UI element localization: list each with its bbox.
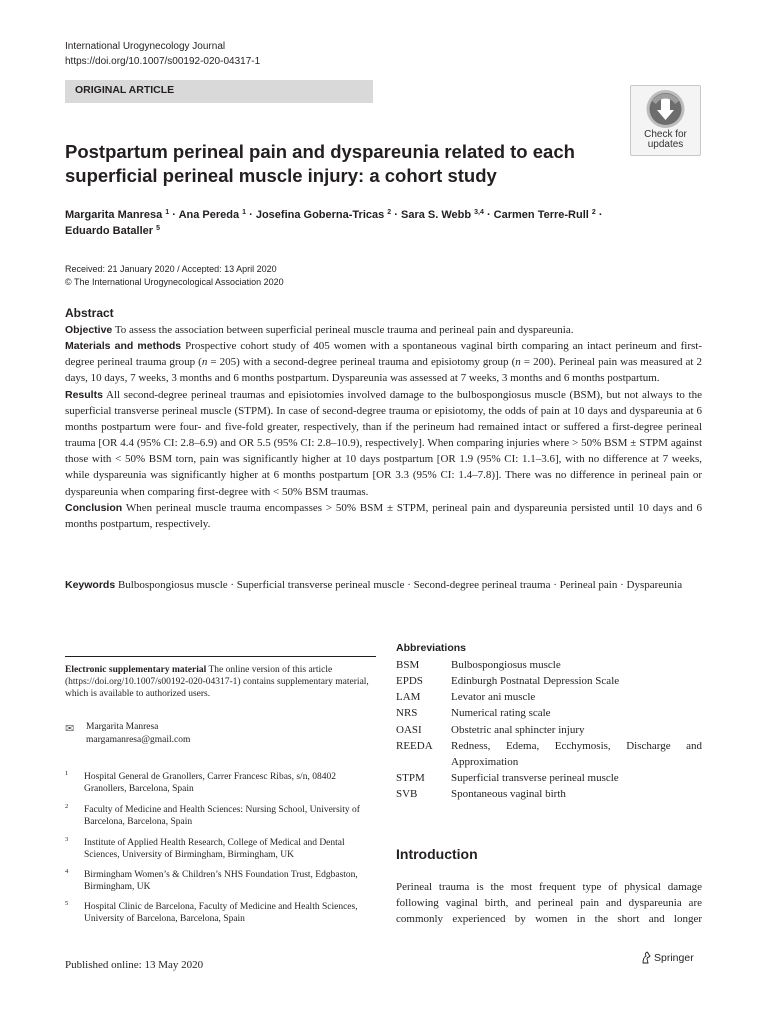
author-name[interactable]: Ana Pereda	[178, 209, 240, 221]
check-for-updates-badge[interactable]	[630, 85, 701, 156]
keywords-label: Keywords	[65, 579, 116, 591]
esm-text-a: The online version of this article (	[65, 665, 333, 688]
check-updates-line1: Check for	[644, 129, 687, 140]
abbreviation-row	[396, 738, 702, 770]
author-name[interactable]: Margarita Manresa	[65, 209, 163, 221]
abbreviation-value: Obstetric anal sphincter injury	[451, 723, 585, 736]
esm-text-b: ) contains supplementary material, which is available to authorized users.	[65, 677, 369, 700]
abbreviation-value: Spontaneous vaginal birth	[451, 788, 566, 801]
abbreviation-value: Superficial transverse perineal muscle	[451, 772, 619, 785]
article-doi[interactable]: https://doi.org/10.1007/s00192-020-04317-1	[65, 56, 261, 67]
publisher-name: Springer	[654, 951, 694, 964]
abbreviations-list	[396, 657, 702, 802]
springer-horse-icon	[641, 951, 651, 964]
author-name[interactable]: Josefina Goberna-Tricas	[255, 209, 385, 221]
corresponding-author-name: Margarita Manresa	[86, 722, 159, 732]
affiliation-number: 3	[65, 836, 69, 843]
introduction-text: Perineal trauma is the most frequent type of physical damage following vaginal birth, and perineal pain and dyspareunia are commonly experienced by women in the short and longer	[396, 881, 702, 926]
results-label: Results	[65, 388, 103, 401]
author-affiliation-ref: 5	[156, 225, 160, 232]
affiliation-number: 5	[65, 900, 69, 907]
abbreviation-key: REEDA	[396, 739, 433, 752]
article-type-bar	[65, 80, 373, 103]
abstract-heading: Abstract	[65, 306, 114, 320]
abbreviation-key: NRS	[396, 707, 418, 720]
abstract-results	[65, 387, 702, 500]
affiliation-number: 2	[65, 803, 69, 810]
methods-n1: n	[201, 356, 208, 369]
affiliation-text: Faculty of Medicine and Health Sciences: Nursing School, University of Barcelona, Barcelona, Spain	[84, 805, 360, 828]
abstract-methods	[65, 338, 702, 386]
abstract-conclusion	[65, 500, 702, 532]
author-separator: ·	[246, 209, 256, 221]
author-affiliation-ref: 1	[242, 209, 247, 216]
keywords	[65, 577, 702, 593]
abbreviations-heading: Abbreviations	[396, 642, 467, 654]
esm-label: Electronic supplementary material	[65, 665, 207, 675]
check-updates-icon	[631, 86, 700, 130]
objective-text: To assess the association between superficial perineal muscle trauma and perineal pain and dyspareunia.	[114, 324, 574, 336]
abbreviation-key: BSM	[396, 659, 420, 671]
methods-n2: n	[515, 356, 521, 369]
author-name[interactable]: Carmen Terre-Rull	[493, 209, 589, 221]
author-separator: ·	[169, 209, 179, 221]
author-affiliation-ref: 1	[165, 209, 170, 216]
results-text: All second-degree perineal traumas and episiotomies involved damage to the bulbospongiosus muscle (BSM), but not always to the superficial transverse perineal muscle (STPM). In case of second-degree trauma or episiotomy, the odds of pain at 10 days and dyspareunia at 6 months postpartum were four- and five-fold greater, respectively, than if the perineum had remained intact or suffered a first-degree perineal trauma [OR 4.4 (95% CI: 2.8–6.9) and OR 5.5 (95% CI: 2.8–10.9), respectively]. When comparing injuries where > 50% BSM ± STPM against those with < 50% BSM torn, pain was significantly higher at 10 days postpartum [OR 1.9 (95% CI: 1.1–3.6], with no difference at 7 weeks, while dyspareunia was significantly higher at 6 months postpartum [OR 3.3 (95% CI: 1.4–7.8)]. There was no difference in perineal pain or dyspareunia when comparing first-degree with < 50% BSM traumas.	[65, 388, 702, 498]
received-accepted-dates: Received: 21 January 2020 / Accepted: 13 April 2020	[65, 264, 277, 274]
copyright-notice: © The International Urogynecological Association 2020	[65, 277, 284, 287]
affiliation-text: Birmingham Women’s & Children’s NHS Foundation Trust, Edgbaston, Birmingham, UK	[84, 870, 358, 893]
methods-text-b: = 205) with a second-degree perineal trauma and episiotomy group (	[207, 356, 516, 369]
affiliation-number: 4	[65, 868, 69, 875]
author-affiliation-ref: 2	[591, 209, 596, 216]
author-affiliation-ref: 2	[387, 209, 392, 216]
check-updates-line2: updates	[647, 139, 684, 150]
introduction-heading: Introduction	[396, 846, 478, 862]
esm-link[interactable]: https://doi.org/10.1007/s00192-020-04317-1	[68, 677, 238, 688]
article-type-label: ORIGINAL ARTICLE	[75, 84, 175, 96]
abbreviation-value: Edinburgh Postnatal Depression Scale	[451, 675, 620, 688]
abbreviation-row	[396, 722, 702, 738]
objective-label: Objective	[65, 324, 113, 336]
methods-text-c: = 200). Perineal pain was measured at 2 days, 10 days, 7 weeks, 3 months and 6 months postpartum. Dyspareunia was assessed at 7 weeks, 3 months and 6 months postpartum.	[65, 356, 702, 385]
abbreviation-key: STPM	[396, 772, 425, 785]
affiliation-text: Institute of Applied Health Research, College of Medical and Dental Sciences, University of Birmingham, Birmingham, UK	[84, 838, 345, 861]
abbreviation-row	[396, 770, 702, 786]
abbreviation-row	[396, 705, 702, 721]
envelope-icon: ✉	[65, 723, 75, 735]
keywords-text: Bulbospongiosus muscle · Superficial transverse perineal muscle · Second-degree perineal trauma · Perineal pain · Dyspareunia	[117, 579, 683, 591]
author-name[interactable]: Sara S. Webb	[400, 209, 472, 221]
affiliation-text: Hospital General de Granollers, Carrer Francesc Ribas, s/n, 08402 Granollers, Barcelona, Spain	[84, 772, 336, 795]
abbreviation-row	[396, 673, 702, 689]
affiliation-text: Hospital Clinic de Barcelona, Faculty of Medicine and Health Sciences, University of Barcelona, Barcelona, Spain	[84, 902, 358, 925]
abbreviation-key: EPDS	[396, 675, 423, 688]
author-name[interactable]: Eduardo Bataller	[65, 225, 154, 237]
author-separator: ·	[391, 209, 401, 221]
springer-logo	[641, 951, 694, 964]
abbreviation-value: Levator ani muscle	[451, 691, 536, 704]
methods-label: Materials and methods	[65, 340, 182, 353]
abbreviation-value: Numerical rating scale	[451, 707, 551, 720]
abbreviation-row	[396, 657, 702, 673]
methods-text-a: Prospective cohort study of 405 women with a spontaneous vaginal birth comparing an intact perineum and first-degree perineal trauma group (	[65, 340, 702, 369]
corresponding-author-email[interactable]: margamanresa@gmail.com	[86, 735, 191, 745]
electronic-supplementary-material	[65, 664, 376, 701]
published-online-date: Published online: 13 May 2020	[65, 959, 204, 971]
abbreviation-key: SVB	[396, 788, 418, 801]
conclusion-label: Conclusion	[65, 501, 123, 514]
journal-name: International Urogynecology Journal	[65, 41, 226, 52]
conclusion-text: When perineal muscle trauma encompasses > 50% BSM ± STPM, perineal pain and dyspareunia persisted until 10 days and 6 months postpartum, respectively.	[65, 501, 702, 530]
abstract-objective	[65, 322, 702, 338]
check-updates-text	[631, 130, 700, 150]
author-separator: ·	[595, 209, 603, 221]
affiliation-number: 1	[65, 770, 69, 777]
abbreviation-key: LAM	[396, 691, 421, 704]
author-list	[65, 207, 665, 239]
author-affiliation-ref: 3,4	[474, 209, 484, 216]
abbreviation-row	[396, 786, 702, 802]
abstract-body	[65, 322, 702, 532]
footnote-divider	[65, 656, 376, 657]
abbreviation-key: OASI	[396, 723, 422, 736]
article-title: Postpartum perineal pain and dyspareunia related to each superficial perineal muscle injury: a cohort study	[65, 141, 575, 186]
author-separator: ·	[483, 209, 494, 221]
abbreviation-row	[396, 689, 702, 705]
abbreviation-value: Redness, Edema, Ecchymosis, Discharge and Approximation	[451, 739, 702, 768]
abbreviation-value: Bulbospongiosus muscle	[451, 659, 561, 671]
